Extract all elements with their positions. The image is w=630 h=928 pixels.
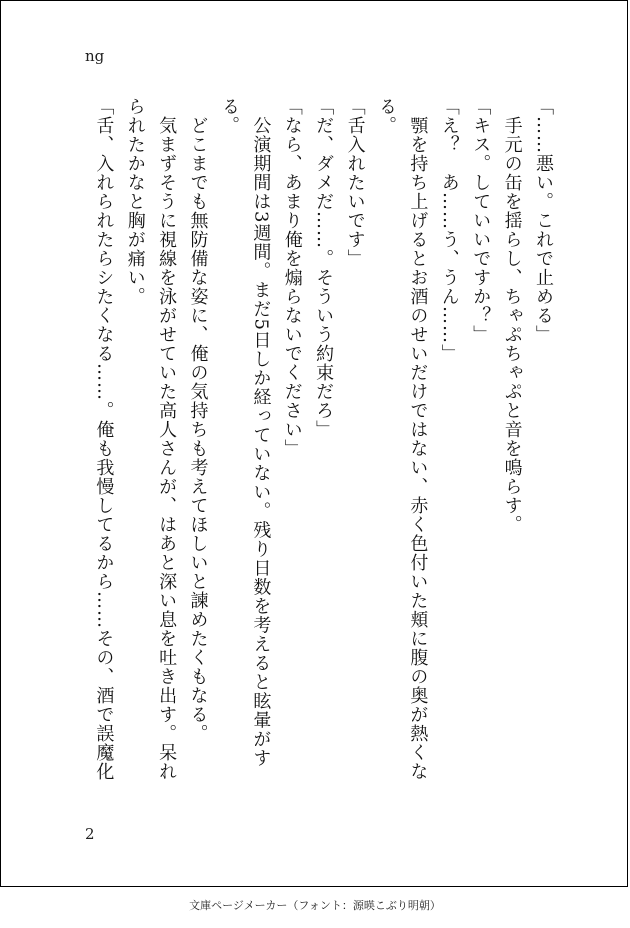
page-header: ng (85, 47, 105, 65)
text-line: 「舌入れたいです」 (344, 97, 366, 268)
text-line: 「なら、あまり俺を煽らないでください」 (281, 97, 303, 458)
text-line: 公演期間は3週間。まだ5日しか経っていない。残り日数を考えると眩暈がす (250, 97, 272, 768)
text-line: 気まずそうに視線を泳がせていた高人さんが、はあと深い息を吐き出す。呆れ (156, 97, 178, 781)
footer-caption: 文庫ページメーカー（フォント：源暎こぶり明朝） (189, 899, 441, 912)
text-line: 顎を持ち上げるとお酒のせいだけではない、赤く色付いた頬に腹の奥が熱くな (407, 97, 429, 781)
text-line: る。 (218, 97, 240, 135)
text-line: 「……悪い。これで止める」 (533, 97, 554, 344)
text-line: どこまでも無防備な姿に、俺の気持ちも考えてほしいと諫めたくもなる。 (187, 97, 209, 743)
text-line: られたかなと胸が痛い。 (124, 97, 146, 306)
page-number: 2 (85, 825, 95, 843)
text-line: る。 (375, 97, 397, 135)
text-line: 「舌、入れられたらシたくなる……。俺も我慢してるから……その、酒で誤魔化 (93, 97, 115, 781)
vertical-body-text (88, 97, 559, 802)
text-line: 「キス。していいですか？」 (470, 97, 492, 344)
text-line: 「だ、ダメだ……。そういう約束だろ」 (313, 97, 335, 439)
text-line: 手元の缶を揺らし、ちゃぷちゃぷと音を鳴らす。 (501, 97, 523, 534)
text-line: 「え？ あ……う、うん……」 (438, 97, 460, 363)
